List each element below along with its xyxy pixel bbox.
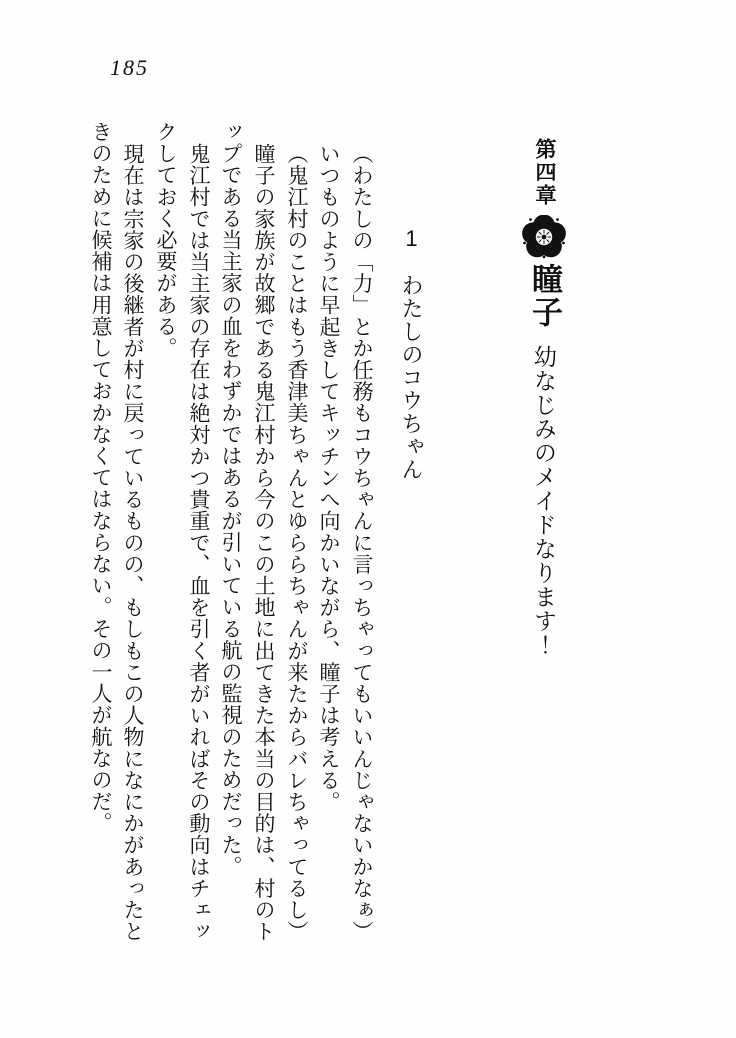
body-column: いつものように早起きしてキッチンへ向かいながら、瞳子は考える。 bbox=[317, 143, 341, 813]
body-column: 瞳子の家族が故郷である鬼江村から今のこの土地に出てきた本当の目的は、村のト bbox=[252, 143, 276, 943]
body-column: きのために候補は用意しておかなくてはならない。その一人が航なのだ。 bbox=[89, 121, 113, 834]
body-column: （わたしの「力」とか任務もコウちゃんに言っちゃってもいいんじゃないかなぁ） bbox=[350, 143, 374, 943]
chapter-title: 瞳子 bbox=[527, 263, 562, 329]
body-column: 鬼江村では当主家の存在は絶対かつ貴重で、血を引く者がいればその動向はチェッ bbox=[187, 143, 211, 943]
body-column: 現在は宗家の後継者が村に戻っているものの、もしもこの人物になにかがあったと bbox=[121, 143, 145, 943]
chapter-label: 第四章 bbox=[533, 138, 556, 207]
page-number: 185 bbox=[110, 55, 149, 80]
section-heading bbox=[399, 226, 423, 481]
plum-blossom-icon bbox=[522, 215, 566, 259]
body-column: （鬼江村のことはもう香津美ちゃんとゆららちゃんが来たからバレちゃってるし） bbox=[285, 143, 309, 943]
chapter-heading bbox=[522, 138, 566, 657]
section-title: わたしのコウちゃん bbox=[399, 274, 424, 481]
body-column: クしておく必要がある。 bbox=[154, 121, 178, 359]
body-column: ップである当主家の血をわずかではあるが引いている航の監視のためだった。 bbox=[219, 121, 243, 877]
chapter-subtitle: 幼なじみのメイドなります！ bbox=[531, 345, 557, 657]
section-number: 1 bbox=[399, 226, 424, 252]
